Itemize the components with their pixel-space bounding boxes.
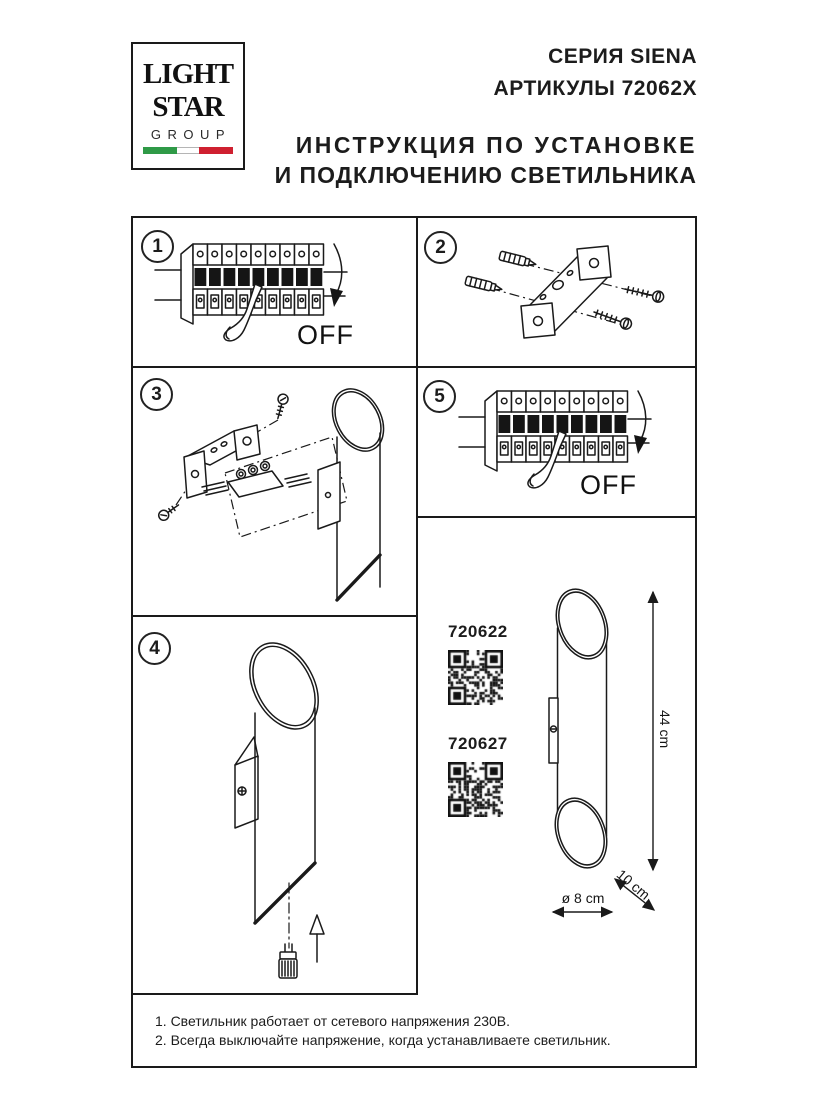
step-3-wiring-diagram [140, 375, 410, 615]
step-3-number: 3 [140, 378, 173, 411]
logo-word-light: LIGHT [142, 58, 234, 90]
dimension-height-label: 44 cm [657, 710, 673, 749]
article-number-720622: 720622 [448, 622, 508, 641]
step-4-number: 4 [138, 632, 171, 665]
articles-title: АРТИКУЛЫ 72062X [493, 77, 697, 100]
step-4-lamp-assembly-diagram [131, 618, 417, 994]
step-2-number: 2 [424, 231, 457, 264]
note-line-2: 2. Всегда выключайте напряжение, когда устанавливаете светильник. [155, 1032, 611, 1048]
header-title-block [275, 45, 697, 189]
flag-red [199, 147, 233, 154]
qr-code-720627 [448, 762, 503, 817]
lightstar-logo [131, 42, 245, 170]
qr-code-720622 [448, 650, 503, 705]
step-1-off-label: OFF [297, 320, 354, 350]
instruction-title-line2: И ПОДКЛЮЧЕНИЮ СВЕТИЛЬНИКА [274, 162, 697, 188]
step-1-number: 1 [141, 230, 174, 263]
italian-flag-bar [143, 147, 233, 154]
flag-green [143, 147, 177, 154]
article-number-720627: 720627 [448, 734, 508, 753]
grid-divider-row1 [131, 366, 697, 368]
grid-divider-step5-bottom [416, 516, 697, 518]
flag-white [177, 147, 199, 154]
dimension-diameter-label: ø 8 cm [561, 890, 605, 906]
step-2-bracket-mounting-diagram [455, 235, 690, 350]
instruction-title-line1: ИНСТРУКЦИЯ ПО УСТАНОВКЕ [295, 132, 697, 158]
logo-word-star: STAR [152, 91, 224, 123]
grid-divider-step3-bottom [131, 615, 418, 617]
series-title: СЕРИЯ SIENA [548, 45, 697, 68]
logo-word-group: GROUP [150, 127, 232, 142]
step-5-number: 5 [423, 380, 456, 413]
safety-notes [155, 1012, 611, 1050]
step-5-off-label: OFF [580, 470, 637, 500]
dimension-depth-label: 10 cm [613, 866, 654, 903]
note-line-1: 1. Светильник работает от сетевого напряжения 230В. [155, 1013, 511, 1029]
